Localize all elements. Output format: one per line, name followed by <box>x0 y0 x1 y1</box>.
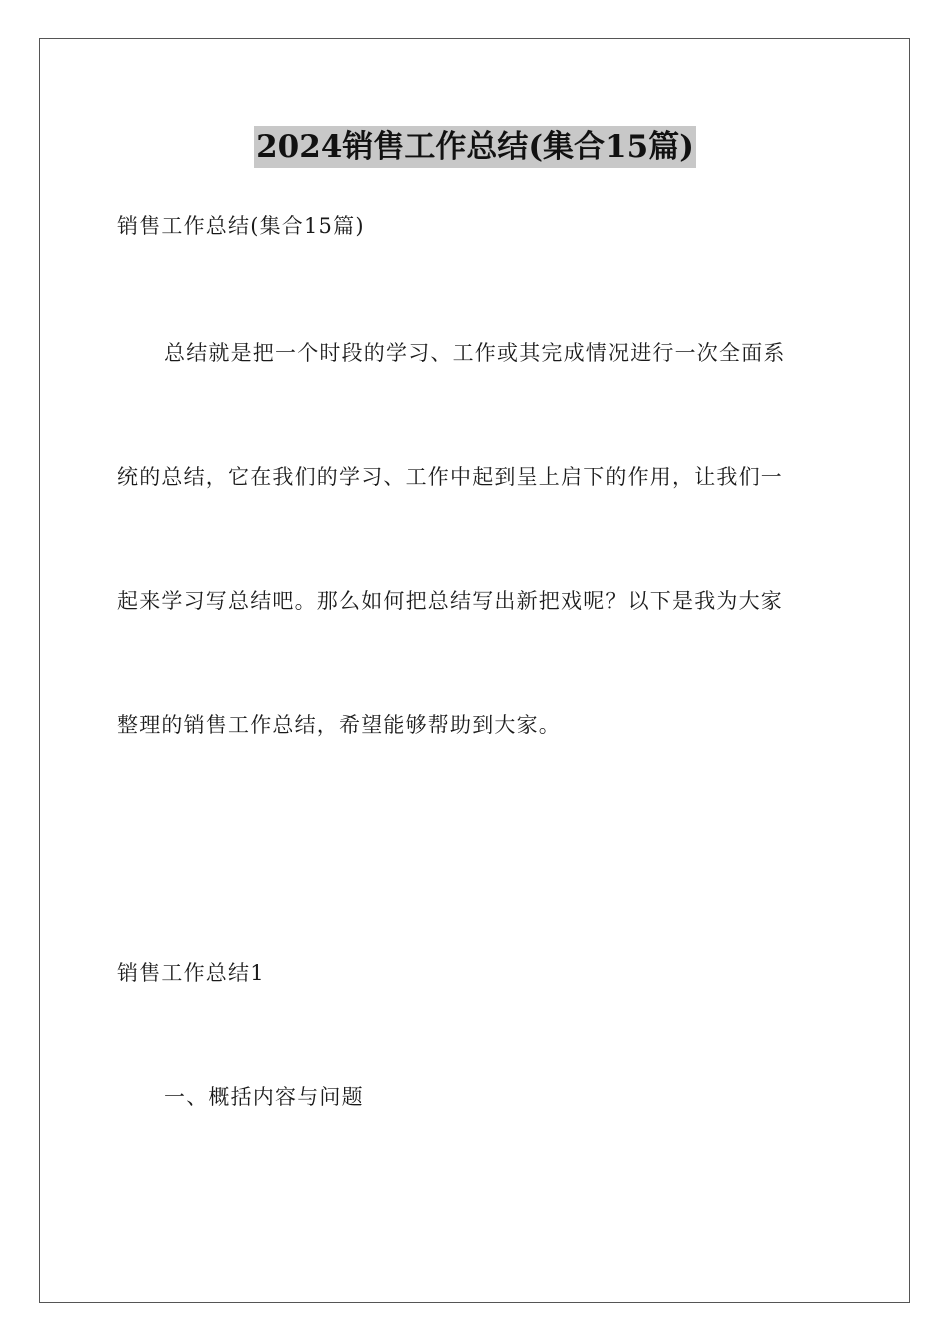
intro-line-4: 整理的销售工作总结，希望能够帮助到大家。 <box>117 713 561 737</box>
document-subtitle: 销售工作总结(集合15篇) <box>117 214 365 238</box>
section-subheading: 一、概括内容与问题 <box>164 1085 364 1109</box>
document-title-container <box>0 126 950 168</box>
intro-line-3: 起来学习写总结吧。那么如何把总结写出新把戏呢？以下是我为大家 <box>117 589 783 613</box>
section-heading: 销售工作总结1 <box>117 961 265 985</box>
document-title: 2024销售工作总结(集合15篇) <box>254 126 696 168</box>
intro-line-2: 统的总结，它在我们的学习、工作中起到呈上启下的作用，让我们一 <box>117 465 783 489</box>
intro-line-1: 总结就是把一个时段的学习、工作或其完成情况进行一次全面系 <box>164 341 786 365</box>
